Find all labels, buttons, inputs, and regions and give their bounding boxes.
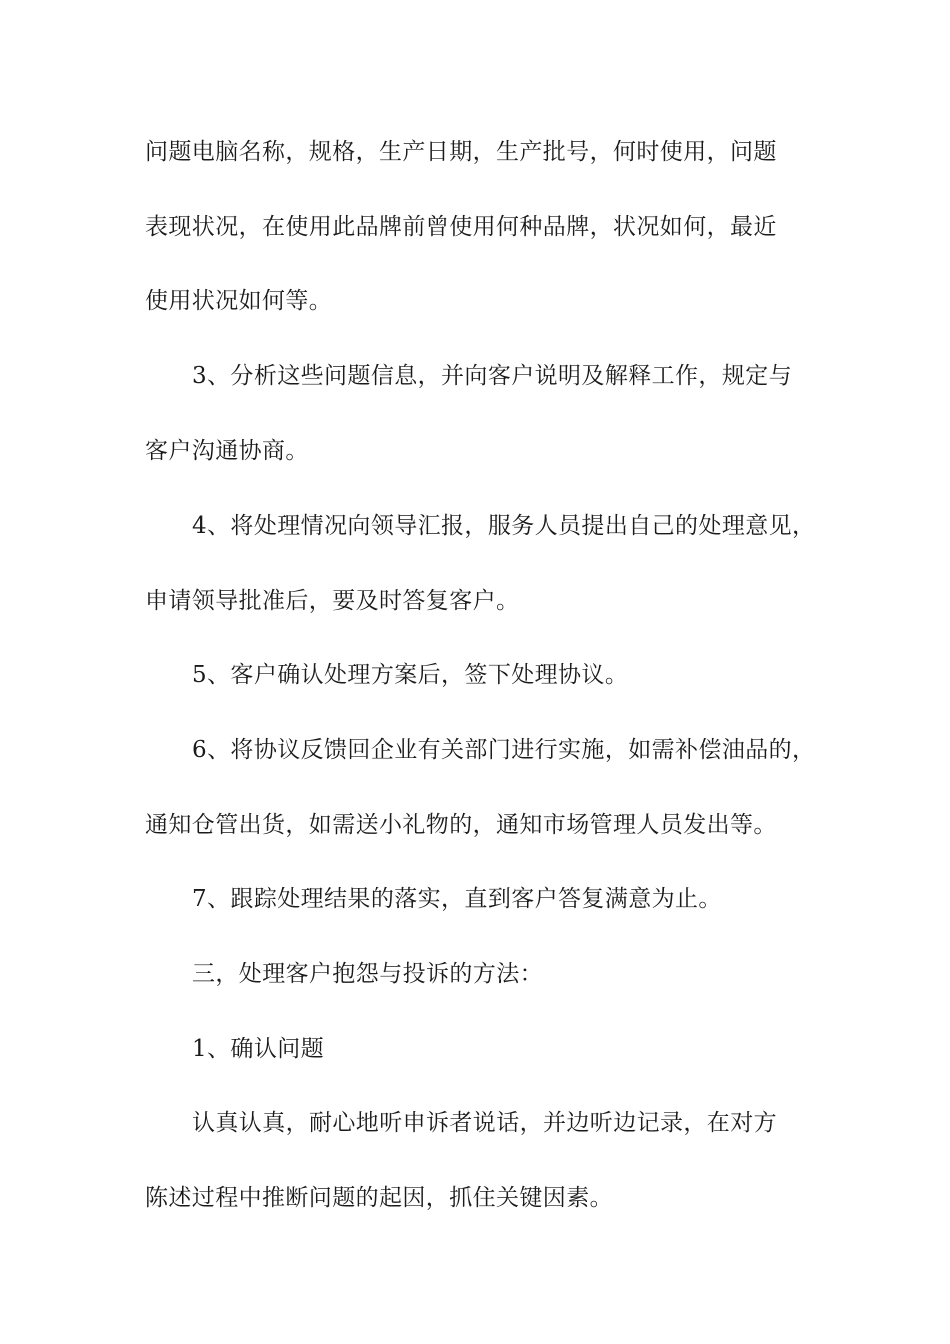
text-line: 表现状况，在使用此品牌前曾使用何种品牌，状况如何，最近: [145, 214, 777, 240]
text-line: 通知仓管出货，如需送小礼物的，通知市场管理人员发出等。: [145, 812, 777, 838]
text-line: 问题电脑名称，规格，生产日期，生产批号，何时使用，问题: [145, 139, 777, 165]
text-line: 客户沟通协商。: [145, 438, 309, 464]
text-line: 4、将处理情况向领导汇报，服务人员提出自己的处理意见，: [192, 513, 816, 539]
text-line: 7、跟踪处理结果的落实，直到客户答复满意为止。: [192, 886, 722, 912]
text-line: 3、分析这些问题信息，并向客户说明及解释工作，规定与: [192, 363, 793, 389]
text-line: 6、将协议反馈回企业有关部门进行实施，如需补偿油品的，: [192, 737, 816, 763]
section-heading: 三，处理客户抱怨与投诉的方法：: [192, 961, 543, 987]
subsection-heading: 1、确认问题: [192, 1036, 325, 1062]
text-line: 认真认真，耐心地听申诉者说话，并边听边记录，在对方: [192, 1110, 777, 1136]
text-line: 使用状况如何等。: [145, 288, 333, 314]
text-line: 5、客户确认处理方案后，签下处理协议。: [192, 662, 629, 688]
text-line: 陈述过程中推断问题的起因，抓住关键因素。: [145, 1185, 613, 1211]
text-line: 申请领导批准后，要及时答复客户。: [145, 588, 520, 614]
